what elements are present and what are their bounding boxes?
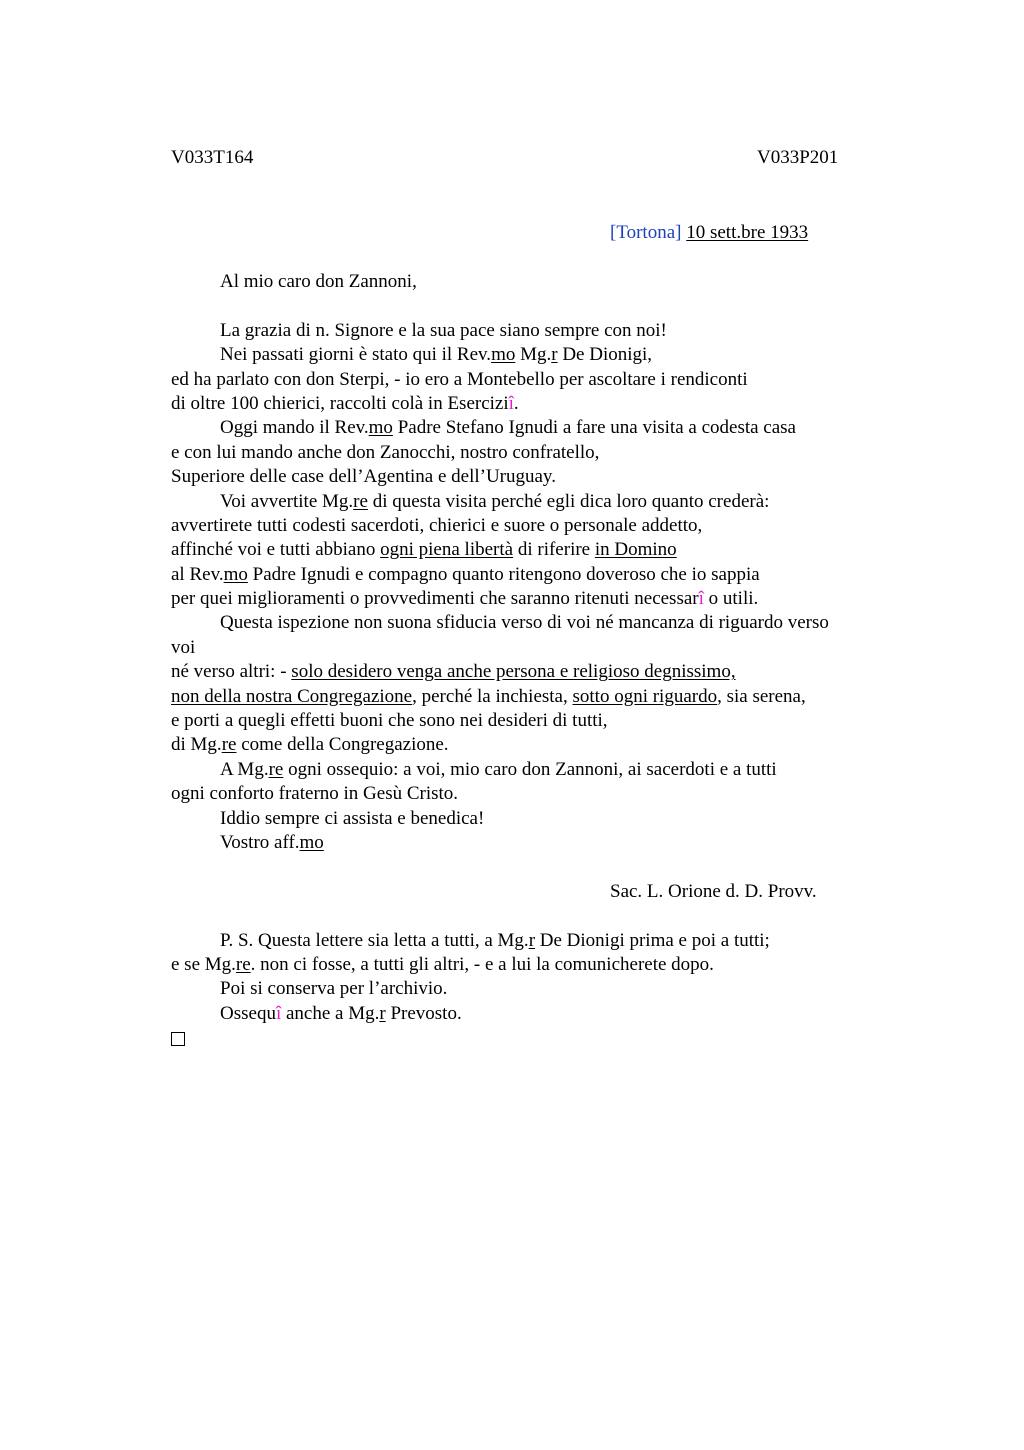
salutation: Al mio caro don Zannoni, bbox=[220, 271, 417, 292]
postscript-line: Ossequî anche a Mg.r Prevosto. bbox=[220, 1002, 462, 1024]
text-line: Superiore delle case dell’Agentina e dell’Uruguay. bbox=[171, 466, 556, 488]
postscript-line: e se Mg.re. non ci fosse, a tutti gli altri, - e a lui la comunicherete dopo. bbox=[171, 953, 714, 975]
text-line: La grazia di n. Signore e la sua pace siano sempre con noi! bbox=[220, 319, 667, 341]
signature: Sac. L. Orione d. D. Provv. bbox=[610, 880, 817, 902]
text-line: Nei passati giorni è stato qui il Rev.mo Mg.r De Dionigi, bbox=[220, 344, 653, 366]
text-line: affinché voi e tutti abbiano ogni piena libertà di riferire in Domino bbox=[171, 539, 677, 561]
letter-body bbox=[171, 270, 901, 1051]
text-line: A Mg.re ogni ossequio: a voi, mio caro don Zannoni, ai sacerdoti e a tutti bbox=[220, 758, 777, 780]
text-line: e porti a quegli effetti buoni che sono nei desideri di tutti, bbox=[171, 710, 608, 732]
text-line: Voi avvertite Mg.re di questa visita perché egli dica loro quanto crederà: bbox=[220, 490, 770, 512]
text-line: voi bbox=[171, 636, 196, 658]
text-line: per quei miglioramenti o provvedimenti che saranno ritenuti necessarî o utili. bbox=[171, 588, 759, 610]
text-line: avvertirete tutti codesti sacerdoti, chierici e suore o personale addetto, bbox=[171, 514, 703, 536]
place-name: Tortona bbox=[616, 222, 676, 243]
document-code-left: V033T164 bbox=[171, 147, 254, 168]
closing: Vostro aff.mo bbox=[220, 831, 324, 853]
end-box-icon bbox=[171, 1032, 185, 1046]
dateline: [Tortona] 10 sett.bre 1933 bbox=[610, 222, 809, 243]
text-line: né verso altri: - solo desidero venga anche persona e religioso degnissimo, bbox=[171, 661, 736, 683]
text-line: Oggi mando il Rev.mo Padre Stefano Ignudi a fare una visita a codesta casa bbox=[220, 417, 796, 439]
text-line: ogni conforto fraterno in Gesù Cristo. bbox=[171, 783, 459, 805]
document-code-right: V033P201 bbox=[757, 147, 839, 168]
text-line: di Mg.re come della Congregazione. bbox=[171, 734, 449, 756]
text-line: Questa ispezione non suona sfiducia verso di voi né mancanza di riguardo verso bbox=[220, 612, 829, 634]
text-line: ed ha parlato con don Sterpi, - io ero a Montebello per ascoltare i rendiconti bbox=[171, 368, 748, 390]
letter-date: 10 sett.bre 1933 bbox=[686, 222, 809, 243]
postscript-line: P. S. Questa lettere sia letta a tutti, a Mg.r De Dionigi prima e poi a tutti; bbox=[220, 929, 770, 951]
text-line: Iddio sempre ci assista e benedica! bbox=[220, 807, 485, 829]
text-line: di oltre 100 chierici, raccolti colà in Eserciziî. bbox=[171, 392, 519, 414]
postscript-line: Poi si conserva per l’archivio. bbox=[220, 978, 448, 1000]
text-line: e con lui mando anche don Zanocchi, nostro confratello, bbox=[171, 441, 600, 463]
text-line: non della nostra Congregazione, perché la inchiesta, sotto ogni riguardo, sia serena, bbox=[171, 685, 806, 707]
text-line: al Rev.mo Padre Ignudi e compagno quanto ritengono doveroso che io sappia bbox=[171, 563, 760, 585]
